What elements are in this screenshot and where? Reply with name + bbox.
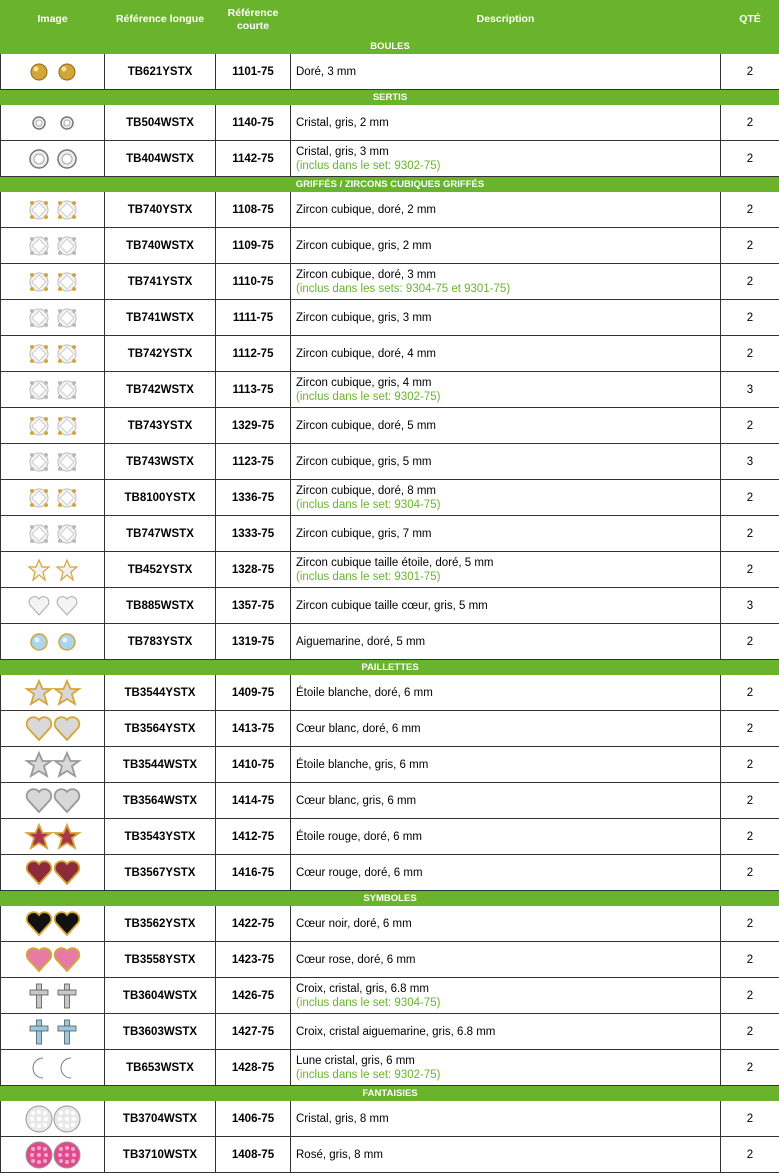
table-row	[1, 444, 779, 480]
description-cell	[291, 480, 721, 516]
qty-cell: 2	[721, 264, 779, 300]
qty-cell: 2	[721, 747, 779, 783]
product-image-cell	[1, 783, 105, 819]
ref-short-cell: 1111-75	[216, 300, 291, 336]
product-image-cell	[1, 819, 105, 855]
table-row	[1, 408, 779, 444]
product-image-cell	[1, 264, 105, 300]
description-cell	[291, 783, 721, 819]
table-row	[1, 264, 779, 300]
table-row	[1, 978, 779, 1014]
bezel-crystal-large-icon	[13, 144, 93, 174]
product-image-cell	[1, 1137, 105, 1173]
ref-short-cell: 1426-75	[216, 978, 291, 1014]
qty-cell: 3	[721, 372, 779, 408]
header-description: Description	[291, 1, 721, 39]
qty-cell: 2	[721, 516, 779, 552]
description-text: Étoile blanche, doré, 6 mm	[296, 686, 433, 699]
qty-cell: 2	[721, 141, 779, 177]
heart-zircon-silver-icon	[13, 591, 93, 621]
prong-zircon-silver-icon	[13, 375, 93, 405]
section-header-row	[1, 660, 779, 675]
product-image-cell	[1, 978, 105, 1014]
ref-short-cell: 1409-75	[216, 675, 291, 711]
ref-short-cell: 1142-75	[216, 141, 291, 177]
table-row	[1, 105, 779, 141]
ref-short-cell: 1108-75	[216, 192, 291, 228]
glitter-star-red-gold-icon	[13, 822, 93, 852]
ref-short-cell: 1414-75	[216, 783, 291, 819]
table-row	[1, 336, 779, 372]
description-cell	[291, 444, 721, 480]
qty-cell: 2	[721, 711, 779, 747]
ref-short-cell: 1428-75	[216, 1050, 291, 1086]
qty-cell: 2	[721, 1050, 779, 1086]
section-title: FANTAISIES	[1, 1086, 779, 1101]
description-cell	[291, 228, 721, 264]
qty-cell: 2	[721, 906, 779, 942]
ref-long-cell: TB743WSTX	[105, 444, 216, 480]
table-row	[1, 783, 779, 819]
cross-aquamarine-icon	[13, 1017, 93, 1047]
product-image-cell	[1, 675, 105, 711]
table-row	[1, 588, 779, 624]
ref-long-cell: TB3603WSTX	[105, 1014, 216, 1050]
description-text: Doré, 3 mm	[296, 65, 357, 78]
table-row	[1, 228, 779, 264]
description-text: Rosé, gris, 8 mm	[296, 1148, 383, 1161]
product-image-cell	[1, 444, 105, 480]
ref-short-cell: 1357-75	[216, 588, 291, 624]
qty-cell: 2	[721, 819, 779, 855]
description-cell	[291, 624, 721, 660]
set-inclusion-note: (inclus dans les sets: 9304-75 et 9301-75)	[296, 282, 511, 295]
ref-long-cell: TB3567YSTX	[105, 855, 216, 891]
qty-cell: 2	[721, 408, 779, 444]
ref-long-cell: TB741WSTX	[105, 300, 216, 336]
ref-short-cell: 1416-75	[216, 855, 291, 891]
table-row	[1, 906, 779, 942]
qty-cell: 2	[721, 105, 779, 141]
qty-cell: 2	[721, 1137, 779, 1173]
prong-zircon-gold-icon	[13, 483, 93, 513]
ref-short-cell: 1123-75	[216, 444, 291, 480]
description-text: Croix, cristal, gris, 6.8 mm	[296, 982, 429, 995]
ref-long-cell: TB747WSTX	[105, 516, 216, 552]
ref-long-cell: TB8100YSTX	[105, 480, 216, 516]
description-text: Zircon cubique, doré, 5 mm	[296, 419, 436, 432]
product-image-cell	[1, 336, 105, 372]
ref-short-cell: 1408-75	[216, 1137, 291, 1173]
table-row	[1, 711, 779, 747]
product-image-cell	[1, 624, 105, 660]
ref-long-cell: TB3564YSTX	[105, 711, 216, 747]
table-row	[1, 942, 779, 978]
ref-long-cell: TB3543YSTX	[105, 819, 216, 855]
description-text: Zircon cubique, gris, 7 mm	[296, 527, 432, 540]
product-image-cell	[1, 711, 105, 747]
description-text: Zircon cubique, doré, 8 mm	[296, 484, 436, 497]
ref-long-cell: TB742WSTX	[105, 372, 216, 408]
qty-cell: 2	[721, 624, 779, 660]
description-text: Cristal, gris, 8 mm	[296, 1112, 389, 1125]
qty-cell: 2	[721, 978, 779, 1014]
description-cell	[291, 192, 721, 228]
description-text: Cœur blanc, gris, 6 mm	[296, 794, 417, 807]
description-text: Lune cristal, gris, 6 mm	[296, 1054, 415, 1067]
description-text: Étoile blanche, gris, 6 mm	[296, 758, 429, 771]
description-cell	[291, 264, 721, 300]
table-row	[1, 1050, 779, 1086]
header-ref-short: Référence courte	[216, 1, 291, 39]
ref-short-cell: 1333-75	[216, 516, 291, 552]
section-title: PAILLETTES	[1, 660, 779, 675]
description-cell	[291, 855, 721, 891]
qty-cell: 2	[721, 480, 779, 516]
table-row	[1, 300, 779, 336]
set-inclusion-note: (inclus dans le set: 9302-75)	[296, 159, 441, 172]
section-title: SERTIS	[1, 90, 779, 105]
ref-long-cell: TB3558YSTX	[105, 942, 216, 978]
ref-long-cell: TB743YSTX	[105, 408, 216, 444]
description-cell	[291, 675, 721, 711]
table-row	[1, 54, 779, 90]
description-text: Zircon cubique, doré, 2 mm	[296, 203, 436, 216]
aquamarine-gold-icon	[13, 627, 93, 657]
table-row	[1, 141, 779, 177]
prong-zircon-silver-icon	[13, 303, 93, 333]
ref-short-cell: 1101-75	[216, 54, 291, 90]
ref-short-cell: 1140-75	[216, 105, 291, 141]
ref-long-cell: TB3544YSTX	[105, 675, 216, 711]
ref-long-cell: TB3562YSTX	[105, 906, 216, 942]
ref-long-cell: TB783YSTX	[105, 624, 216, 660]
qty-cell: 2	[721, 192, 779, 228]
ref-short-cell: 1112-75	[216, 336, 291, 372]
ref-long-cell: TB452YSTX	[105, 552, 216, 588]
prong-zircon-gold-icon	[13, 195, 93, 225]
prong-zircon-gold-icon	[13, 411, 93, 441]
ref-short-cell: 1329-75	[216, 408, 291, 444]
description-text: Zircon cubique taille cœur, gris, 5 mm	[296, 599, 488, 612]
qty-cell: 2	[721, 783, 779, 819]
section-header-row	[1, 39, 779, 54]
ref-long-cell: TB653WSTX	[105, 1050, 216, 1086]
description-cell	[291, 1101, 721, 1137]
set-inclusion-note: (inclus dans le set: 9301-75)	[296, 570, 441, 583]
table-row	[1, 624, 779, 660]
section-header-row	[1, 90, 779, 105]
gold-ball-icon	[13, 57, 93, 87]
table-row	[1, 1101, 779, 1137]
glitter-heart-white-gold-icon	[13, 714, 93, 744]
description-cell	[291, 819, 721, 855]
ref-short-cell: 1422-75	[216, 906, 291, 942]
section-title: SYMBOLES	[1, 891, 779, 906]
description-cell	[291, 552, 721, 588]
description-cell	[291, 1137, 721, 1173]
table-row	[1, 552, 779, 588]
product-image-cell	[1, 942, 105, 978]
product-image-cell	[1, 105, 105, 141]
qty-cell: 2	[721, 855, 779, 891]
header-image: Image	[1, 1, 105, 39]
ref-long-cell: TB404WSTX	[105, 141, 216, 177]
product-image-cell	[1, 141, 105, 177]
ref-long-cell: TB740WSTX	[105, 228, 216, 264]
product-image-cell	[1, 480, 105, 516]
ref-short-cell: 1110-75	[216, 264, 291, 300]
table-body	[1, 39, 779, 1173]
bezel-crystal-small-icon	[13, 108, 93, 138]
product-image-cell	[1, 855, 105, 891]
table-row	[1, 1014, 779, 1050]
qty-cell: 2	[721, 1101, 779, 1137]
ref-short-cell: 1113-75	[216, 372, 291, 408]
set-inclusion-note: (inclus dans le set: 9304-75)	[296, 996, 441, 1009]
description-cell	[291, 54, 721, 90]
description-cell	[291, 105, 721, 141]
glitter-heart-red-gold-icon	[13, 858, 93, 888]
description-text: Zircon cubique, gris, 4 mm	[296, 376, 432, 389]
description-text: Cœur rouge, doré, 6 mm	[296, 866, 423, 879]
description-text: Cœur rose, doré, 6 mm	[296, 953, 416, 966]
table-row	[1, 675, 779, 711]
product-image-cell	[1, 192, 105, 228]
heart-pink-gold-icon	[13, 945, 93, 975]
product-image-cell	[1, 516, 105, 552]
glitter-star-white-gold-icon	[13, 678, 93, 708]
description-text: Zircon cubique, gris, 3 mm	[296, 311, 432, 324]
product-image-cell	[1, 747, 105, 783]
table-row	[1, 1137, 779, 1173]
description-cell	[291, 336, 721, 372]
description-cell	[291, 942, 721, 978]
section-header-row	[1, 891, 779, 906]
prong-zircon-gold-icon	[13, 267, 93, 297]
product-image-cell	[1, 1101, 105, 1137]
prong-zircon-silver-icon	[13, 231, 93, 261]
ref-long-cell: TB3544WSTX	[105, 747, 216, 783]
description-cell	[291, 906, 721, 942]
qty-cell: 2	[721, 300, 779, 336]
ref-long-cell: TB741YSTX	[105, 264, 216, 300]
star-zircon-gold-icon	[13, 555, 93, 585]
section-title: BOULES	[1, 39, 779, 54]
prong-zircon-silver-icon	[13, 447, 93, 477]
set-inclusion-note: (inclus dans le set: 9302-75)	[296, 390, 441, 403]
header-row	[1, 1, 779, 39]
qty-cell: 2	[721, 54, 779, 90]
ref-long-cell: TB740YSTX	[105, 192, 216, 228]
description-cell	[291, 747, 721, 783]
ref-short-cell: 1406-75	[216, 1101, 291, 1137]
description-text: Zircon cubique taille étoile, doré, 5 mm	[296, 556, 494, 569]
pave-crystal-icon	[13, 1104, 93, 1134]
ref-short-cell: 1423-75	[216, 942, 291, 978]
product-image-cell	[1, 1014, 105, 1050]
description-text: Zircon cubique, gris, 2 mm	[296, 239, 432, 252]
table-row	[1, 819, 779, 855]
set-inclusion-note: (inclus dans le set: 9302-75)	[296, 1068, 441, 1081]
product-image-cell	[1, 54, 105, 90]
ref-long-cell: TB504WSTX	[105, 105, 216, 141]
description-cell	[291, 300, 721, 336]
ref-long-cell: TB3710WSTX	[105, 1137, 216, 1173]
table-row	[1, 480, 779, 516]
qty-cell: 2	[721, 1014, 779, 1050]
ref-long-cell: TB3604WSTX	[105, 978, 216, 1014]
description-cell	[291, 372, 721, 408]
moon-crystal-icon	[13, 1053, 93, 1083]
section-header-row	[1, 1086, 779, 1101]
description-text: Cœur blanc, doré, 6 mm	[296, 722, 421, 735]
table-row	[1, 747, 779, 783]
table-row	[1, 372, 779, 408]
description-cell	[291, 408, 721, 444]
description-cell	[291, 516, 721, 552]
description-text: Étoile rouge, doré, 6 mm	[296, 830, 422, 843]
qty-cell: 2	[721, 552, 779, 588]
table-row	[1, 192, 779, 228]
description-text: Aiguemarine, doré, 5 mm	[296, 635, 426, 648]
product-image-cell	[1, 300, 105, 336]
product-image-cell	[1, 1050, 105, 1086]
description-text: Zircon cubique, doré, 3 mm	[296, 268, 436, 281]
pave-pink-icon	[13, 1140, 93, 1170]
glitter-star-white-silver-icon	[13, 750, 93, 780]
section-header-row	[1, 177, 779, 192]
qty-cell: 3	[721, 588, 779, 624]
description-cell	[291, 1050, 721, 1086]
ref-long-cell: TB3704WSTX	[105, 1101, 216, 1137]
product-image-cell	[1, 552, 105, 588]
ref-long-cell: TB885WSTX	[105, 588, 216, 624]
table-row	[1, 516, 779, 552]
qty-cell: 2	[721, 228, 779, 264]
ref-long-cell: TB621YSTX	[105, 54, 216, 90]
ref-long-cell: TB3564WSTX	[105, 783, 216, 819]
ref-short-cell: 1319-75	[216, 624, 291, 660]
prong-zircon-gold-icon	[13, 339, 93, 369]
product-image-cell	[1, 228, 105, 264]
qty-cell: 2	[721, 336, 779, 372]
qty-cell: 2	[721, 942, 779, 978]
product-image-cell	[1, 408, 105, 444]
qty-cell: 2	[721, 675, 779, 711]
ref-long-cell: TB742YSTX	[105, 336, 216, 372]
ref-short-cell: 1109-75	[216, 228, 291, 264]
set-inclusion-note: (inclus dans le set: 9304-75)	[296, 498, 441, 511]
description-text: Zircon cubique, gris, 5 mm	[296, 455, 432, 468]
description-text: Cristal, gris, 3 mm	[296, 145, 389, 158]
ref-short-cell: 1328-75	[216, 552, 291, 588]
description-text: Cœur noir, doré, 6 mm	[296, 917, 412, 930]
product-image-cell	[1, 372, 105, 408]
description-text: Cristal, gris, 2 mm	[296, 116, 389, 129]
header-qty: QTÉ	[721, 1, 779, 39]
ref-short-cell: 1427-75	[216, 1014, 291, 1050]
description-cell	[291, 711, 721, 747]
product-image-cell	[1, 906, 105, 942]
description-text: Croix, cristal aiguemarine, gris, 6.8 mm	[296, 1025, 496, 1038]
glitter-heart-white-silver-icon	[13, 786, 93, 816]
heart-black-gold-icon	[13, 909, 93, 939]
qty-cell: 3	[721, 444, 779, 480]
description-text: Zircon cubique, doré, 4 mm	[296, 347, 436, 360]
ref-short-cell: 1412-75	[216, 819, 291, 855]
description-cell	[291, 588, 721, 624]
description-cell	[291, 1014, 721, 1050]
section-title: GRIFFÉS / ZIRCONS CUBIQUES GRIFFÉS	[1, 177, 779, 192]
prong-zircon-silver-icon	[13, 519, 93, 549]
cross-crystal-icon	[13, 981, 93, 1011]
table-row	[1, 855, 779, 891]
ref-short-cell: 1410-75	[216, 747, 291, 783]
ref-short-cell: 1336-75	[216, 480, 291, 516]
description-cell	[291, 141, 721, 177]
description-cell	[291, 978, 721, 1014]
header-ref-long: Référence longue	[105, 1, 216, 39]
ref-short-cell: 1413-75	[216, 711, 291, 747]
product-image-cell	[1, 588, 105, 624]
